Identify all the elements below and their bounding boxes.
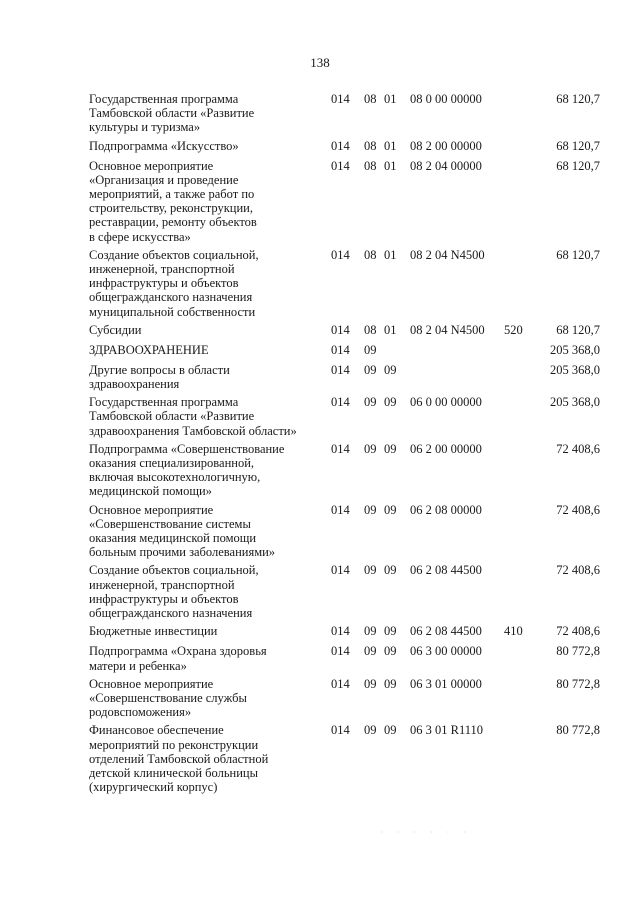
target-article-code: 06 2 08 44500 xyxy=(410,563,482,578)
section-code: 09 xyxy=(364,362,377,377)
subsection-code: 09 xyxy=(384,676,397,691)
amount: 205 368,0 xyxy=(550,342,600,357)
target-article-code: 06 3 01 00000 xyxy=(410,676,482,691)
item-name: Государственная программа Тамбовской области «Развитие здравоохранения Тамбовской области» xyxy=(89,395,297,438)
target-article-code: 06 2 08 00000 xyxy=(410,502,482,517)
item-name: Подпрограмма «Охрана здоровья матери и ребенка» xyxy=(89,644,267,673)
table-row xyxy=(0,395,640,438)
amount: 72 408,6 xyxy=(556,441,600,456)
section-code: 08 xyxy=(364,247,377,262)
amount: 205 368,0 xyxy=(550,362,600,377)
item-name: Основное мероприятие «Совершенствование системы оказания медицинской помощи больным прочими заболеваниями» xyxy=(89,502,276,560)
table-row xyxy=(0,92,640,135)
amount: 72 408,6 xyxy=(556,502,600,517)
item-name: Субсидии xyxy=(89,322,142,337)
subsection-code: 01 xyxy=(384,138,397,153)
target-article-code: 08 2 04 00000 xyxy=(410,158,482,173)
subsection-code: 09 xyxy=(384,395,397,410)
section-code: 09 xyxy=(364,644,377,659)
amount: 68 120,7 xyxy=(556,92,600,106)
ved-code: 014 xyxy=(331,322,350,337)
ved-code: 014 xyxy=(331,676,350,691)
ved-code: 014 xyxy=(331,92,350,106)
expense-type-code: 520 xyxy=(504,322,523,337)
subsection-code: 09 xyxy=(384,723,397,738)
item-name: Государственная программа Тамбовской области «Развитие культуры и туризма» xyxy=(89,92,255,135)
ved-code: 014 xyxy=(331,342,350,357)
amount: 80 772,8 xyxy=(556,676,600,691)
ved-code: 014 xyxy=(331,395,350,410)
section-code: 08 xyxy=(364,158,377,173)
subsection-code: 09 xyxy=(384,441,397,456)
section-code: 08 xyxy=(364,138,377,153)
ved-code: 014 xyxy=(331,624,350,639)
ved-code: 014 xyxy=(331,502,350,517)
section-code: 09 xyxy=(364,441,377,456)
target-article-code: 06 3 01 R1110 xyxy=(410,723,484,738)
target-article-code: 08 0 00 00000 xyxy=(410,92,482,106)
target-article-code: 06 0 00 00000 xyxy=(410,395,482,410)
table-row xyxy=(0,723,640,794)
table-row xyxy=(0,503,640,560)
ved-code: 014 xyxy=(331,644,350,659)
target-article-code: 08 2 04 N4500 xyxy=(410,247,485,262)
ved-code: 014 xyxy=(331,563,350,578)
item-name: Создание объектов социальной, инженерной, транспортной инфраструктуры и объектов общегражданского назначения муниципальной собственности xyxy=(89,247,259,319)
section-code: 09 xyxy=(364,563,377,578)
ved-code: 014 xyxy=(331,158,350,173)
budget-table xyxy=(0,92,640,798)
table-row xyxy=(0,624,640,640)
section-code: 08 xyxy=(364,322,377,337)
item-name: Основное мероприятие «Организация и проведение мероприятий, а также работ по строительству, реконструкции, реставрации, ремонту объектов в сфере искусства» xyxy=(89,158,257,244)
amount: 68 120,7 xyxy=(556,247,600,262)
amount: 72 408,6 xyxy=(556,563,600,578)
section-code: 09 xyxy=(364,502,377,517)
target-article-code: 08 2 00 00000 xyxy=(410,138,482,153)
page-number: 138 xyxy=(310,55,330,70)
item-name: Другие вопросы в области здравоохранения xyxy=(89,362,230,392)
subsection-code: 09 xyxy=(384,502,397,517)
ved-code: 014 xyxy=(331,723,350,738)
amount: 68 120,7 xyxy=(556,322,600,337)
table-row xyxy=(0,363,640,391)
target-article-code: 06 3 00 00000 xyxy=(410,644,482,659)
table-row xyxy=(0,248,640,319)
table-row xyxy=(0,677,640,720)
table-row xyxy=(0,442,640,499)
subsection-code: 09 xyxy=(384,362,397,377)
target-article-code: 08 2 04 N4500 xyxy=(410,322,485,337)
section-code: 09 xyxy=(364,624,377,639)
section-code: 08 xyxy=(364,92,377,106)
amount: 80 772,8 xyxy=(556,723,600,738)
item-name: Финансовое обеспечение мероприятий по реконструкции отделений Тамбовской областной детской клинической больницы (хирургический корпус) xyxy=(89,723,269,795)
section-code: 09 xyxy=(364,395,377,410)
ved-code: 014 xyxy=(331,138,350,153)
subsection-code: 01 xyxy=(384,322,397,337)
item-name: Основное мероприятие «Совершенствование службы родовспоможения» xyxy=(89,676,247,720)
amount: 72 408,6 xyxy=(556,624,600,639)
section-code: 09 xyxy=(364,723,377,738)
item-name: Подпрограмма «Совершенствование оказания специализированной, включая высокотехнологичную, медицинской помощи» xyxy=(89,441,285,499)
section-code: 09 xyxy=(364,342,377,357)
table-row xyxy=(0,323,640,339)
subsection-code: 01 xyxy=(384,247,397,262)
table-row xyxy=(0,563,640,620)
table-row xyxy=(0,159,640,244)
target-article-code: 06 2 00 00000 xyxy=(410,441,482,456)
ved-code: 014 xyxy=(331,247,350,262)
subsection-code: 01 xyxy=(384,158,397,173)
amount: 80 772,8 xyxy=(556,644,600,659)
table-row xyxy=(0,343,640,359)
amount: 68 120,7 xyxy=(556,138,600,153)
amount: 205 368,0 xyxy=(550,395,600,410)
table-row xyxy=(0,644,640,672)
target-article-code: 06 2 08 44500 xyxy=(410,624,482,639)
subsection-code: 09 xyxy=(384,624,397,639)
subsection-code: 09 xyxy=(384,644,397,659)
item-name: Подпрограмма «Искусство» xyxy=(89,138,239,153)
expense-type-code: 410 xyxy=(504,624,523,639)
scan-specks: · · · · · · xyxy=(380,828,472,837)
table-row xyxy=(0,139,640,155)
section-code: 09 xyxy=(364,676,377,691)
amount: 68 120,7 xyxy=(556,158,600,173)
item-name: Создание объектов социальной, инженерной, транспортной инфраструктуры и объектов общегражданского назначения xyxy=(89,563,259,621)
item-name: Бюджетные инвестиции xyxy=(89,624,218,639)
subsection-code: 01 xyxy=(384,92,397,106)
subsection-code: 09 xyxy=(384,563,397,578)
item-name: ЗДРАВООХРАНЕНИЕ xyxy=(89,342,209,357)
ved-code: 014 xyxy=(331,362,350,377)
ved-code: 014 xyxy=(331,441,350,456)
